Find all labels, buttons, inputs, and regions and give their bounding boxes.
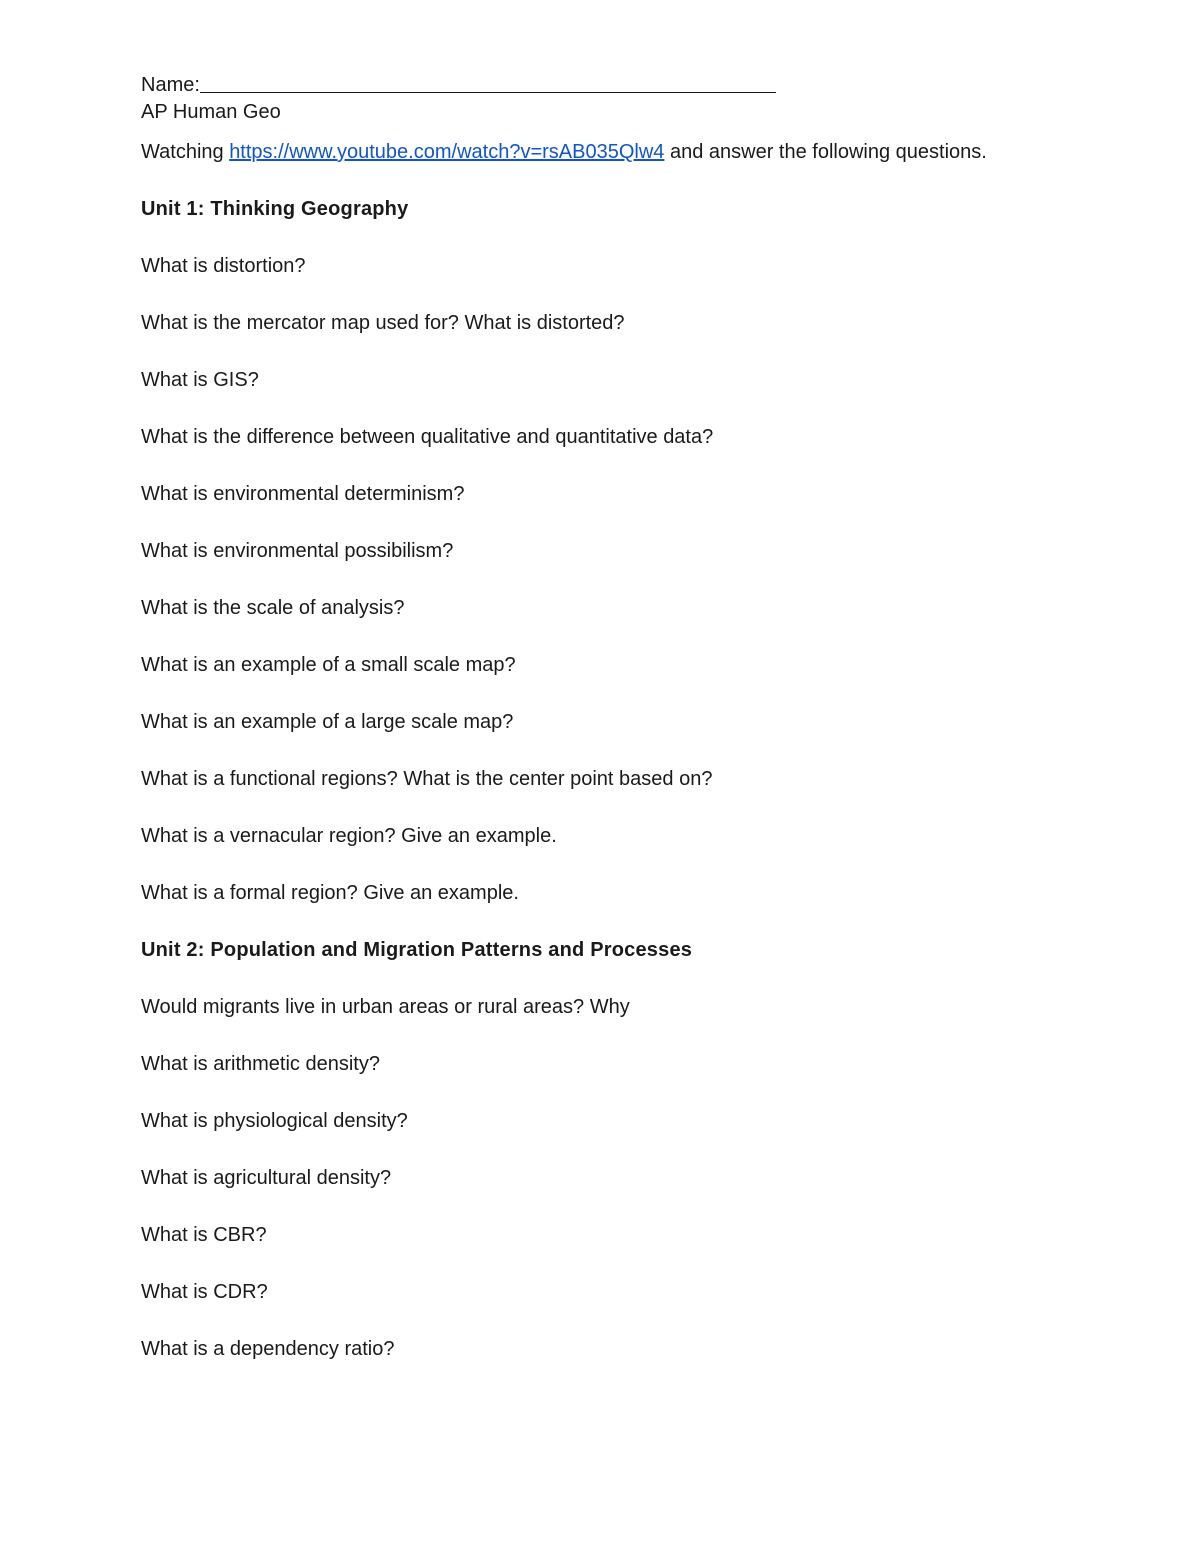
question-item: What is CBR? — [141, 1224, 267, 1246]
question-item: Would migrants live in urban areas or rural areas? Why — [141, 996, 630, 1018]
course-title: AP Human Geo — [141, 101, 281, 123]
unit-1-heading: Unit 1: Thinking Geography — [141, 198, 409, 220]
question-item: What is a vernacular region? Give an example. — [141, 825, 557, 847]
video-link[interactable]: https://www.youtube.com/watch?v=rsAB035Qlw4 — [229, 141, 665, 163]
question-item: What is agricultural density? — [141, 1167, 392, 1189]
question-item: What is physiological density? — [141, 1110, 408, 1132]
name-field-row — [141, 70, 1141, 96]
question-item: What is GIS? — [141, 369, 259, 391]
question-item: What is CDR? — [141, 1281, 268, 1303]
question-item: What is distortion? — [141, 255, 306, 277]
unit-2-heading: Unit 2: Population and Migration Patterns and Processes — [141, 939, 693, 961]
question-item: What is environmental determinism? — [141, 483, 465, 505]
instructions-suffix: and answer the following questions. — [664, 141, 987, 163]
worksheet-page — [141, 70, 1141, 1363]
instructions-prefix: Watching — [141, 141, 230, 163]
question-item: What is the scale of analysis? — [141, 597, 405, 619]
question-item: What is arithmetic density? — [141, 1053, 380, 1075]
instructions — [141, 140, 1141, 166]
name-label: Name: — [141, 74, 200, 96]
question-item: What is the mercator map used for? What is distorted? — [141, 312, 625, 334]
question-item: What is the difference between qualitative and quantitative data? — [141, 426, 714, 448]
question-item: What is a functional regions? What is the center point based on? — [141, 768, 713, 790]
question-item: What is environmental possibilism? — [141, 540, 454, 562]
question-item: What is an example of a small scale map? — [141, 654, 516, 676]
question-item: What is an example of a large scale map? — [141, 711, 514, 733]
question-item: What is a dependency ratio? — [141, 1338, 395, 1360]
question-item: What is a formal region? Give an example. — [141, 882, 519, 904]
name-blank-line[interactable] — [200, 70, 776, 93]
